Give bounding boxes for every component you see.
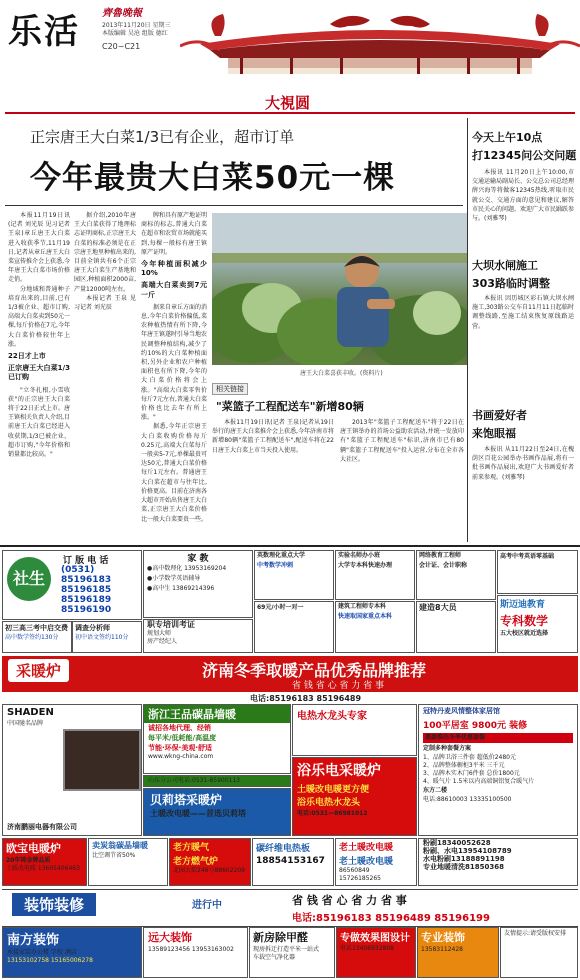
ad-zhuanmu <box>336 927 416 978</box>
ad-line: 定制多种套餐方案 <box>423 745 472 752</box>
ad-zhejiang-phone <box>143 775 291 787</box>
ad-line: 车载空气净化器 <box>253 954 296 961</box>
ad-title: 职专培训考证 <box>147 620 195 629</box>
ad-line: 86560849 15726185265 <box>339 867 381 882</box>
ad-line: 1、品牌卫浴三件套 超低价2480元 <box>423 754 516 761</box>
ad-jiajiao <box>143 550 253 618</box>
chinese-roof-illustration <box>180 6 580 94</box>
ad-dingban <box>2 550 142 620</box>
news-headline-2: 大坝水闸施工 <box>472 259 538 272</box>
paragraph: 据悉,今年正宗唐王大白菜收购价格每斤0.25元,高端大白菜每斤一般卖5-7元,单棵最贵可达50元,普通大白菜价格每斤1元左右。普通唐王大白菜在超市与往年比,价格更高。目前在济南各大超市开始出售唐王大白菜,正宗唐王大白菜价格比一般大白菜要贵一些。 <box>141 423 207 523</box>
paragraph: 本报讯 因历城区彩石镇大坝水闸施工,303路公交车自11月11日起临时调整线路,至施工结束恢复原线路运营。 <box>472 295 574 330</box>
banner-label: 采暖炉 <box>8 659 69 682</box>
ad-line: 济南鹏丽电器有限公司 <box>7 823 77 831</box>
banner-label: 装饰装修 <box>12 893 96 916</box>
ad-line: 节能·环保·美观·舒适 <box>148 744 212 752</box>
dingban-logo: 社生 <box>7 557 51 601</box>
article-headline: 今年最贵大白菜50元一棵 <box>30 160 396 196</box>
ad-line: 18854153167 <box>256 856 325 866</box>
ad-title: 浴乐电采暖炉 <box>297 763 381 779</box>
banner-phone: 电话:85196183 85196489 85196199 <box>292 913 490 924</box>
ad-beili <box>143 788 291 836</box>
ad-line: 水电粉刷13188891198 <box>423 855 505 863</box>
ad-line: 电话:0531—86981012 <box>297 810 368 817</box>
ad-title: 调查分析师 <box>75 624 110 632</box>
ad-line: 电话13406932808 <box>340 945 394 952</box>
news-headline-3b: 来饱眼福 <box>472 427 516 440</box>
subheading: 22日才上市 <box>8 352 46 361</box>
ad-guanrun <box>418 704 578 836</box>
ad-line: 浴乐电热水龙头 <box>297 798 361 808</box>
ad-title: 初中语文签约110分 <box>75 634 129 641</box>
ad-silian <box>497 595 578 653</box>
ad-gaokao <box>497 550 578 594</box>
ad-title: 斯迈迪教育 <box>500 600 546 610</box>
ad-line: 土暖改电暖更方便 <box>297 785 370 795</box>
ad-title: 高考中考英语零基础 <box>500 553 555 560</box>
ad-title: 初三高三考中启交费 <box>5 624 68 632</box>
ad-title: 会计证、会计职称 <box>419 562 468 569</box>
ad-line: 北园大街246号88602209 <box>173 867 245 874</box>
ad-laofang <box>169 838 251 886</box>
column-brand: 大視圆 <box>265 94 311 112</box>
ad-nanfang <box>2 927 142 978</box>
news-body-2 <box>472 294 574 404</box>
ad-xinfang <box>249 927 335 978</box>
ad-title: 电热水龙头专家 <box>297 711 367 722</box>
article-column-1 <box>8 211 70 541</box>
news-body-1 <box>472 168 574 248</box>
ad-line: 4、暖气片 1.5米以内高端铜铝复合暖气片 <box>423 778 535 785</box>
paragraph: 本报讯 11月20日上午10:00,市交通运输局副局长、公交总公司总经理薛兴海等将做客12345热线,听取市民就公交、交通方面的意见和建议,解答市民关心的问题。欢迎广大市民踊跃参与。(刘雅琴) <box>472 169 574 223</box>
ad-title: 远大装饰 <box>148 931 192 944</box>
dingban-phones <box>61 575 111 615</box>
paragraph: 据介绍,2010年唐王大白菜获得了地理标志证明商标,正宗唐王大白菜的标准必须是在正宗唐王地里种植出来的,目前全镇共有6个正宗唐王大白菜生产基地和园区,种植面积2000亩,产量12000吨左右。 <box>74 212 136 293</box>
ad-title: 中考数学冲刺 <box>257 562 294 569</box>
ad-laozhu <box>335 838 417 886</box>
ad-wangluo <box>416 550 496 600</box>
ad-line: ●小学数学英语辅导 <box>147 575 201 582</box>
ad-line: 惠豪推出冬季优惠套餐 <box>423 733 573 743</box>
cabbage-farmer-photo <box>212 213 467 365</box>
ad-title: 老土暖改电暖 <box>339 843 394 853</box>
paper-logo: 齊魯晚報 <box>102 8 142 19</box>
ad-line: 粉刷、水电13954108789 <box>423 847 512 855</box>
ad-fenshui <box>418 838 578 886</box>
ad-title: 专做效果图设计 <box>340 933 410 944</box>
ad-yingyu <box>254 550 334 600</box>
paragraph: 牌和具有原产地证明商标的标志,普通大白菜在超市和农贸市场就能买到,每棵一般标有唐王镇原产证明。 <box>141 212 207 256</box>
ad-line: 承接家装办公楼 学校 酒店 <box>7 949 77 956</box>
paragraph: "立冬扎根,小雪收获"的正宗唐王大白菜将于22日正式上市。唐王镇相关负责人介绍,目前唐王大白菜已经进入收获期,1/3已被企业、超市订购,"今年价格和销量都比较高。" <box>8 386 70 459</box>
ad-chu3 <box>2 621 72 653</box>
related-column-2 <box>340 418 464 540</box>
ad-shiyan <box>335 550 415 600</box>
ad-title: 建筑工程师专本科 <box>338 603 387 610</box>
page-code: C20~C21 <box>102 42 141 51</box>
ad-zhuanye <box>417 927 499 978</box>
ad-yuanda <box>143 927 248 978</box>
ad-title: 快速取国家重点本科 <box>338 613 393 620</box>
ad-zhiye <box>143 619 253 653</box>
article-subheadline: 正宗唐王大白菜1/3已有企业，超市订单 <box>30 128 295 146</box>
ad-line: 五大校区就近选择 <box>500 630 549 637</box>
banner-phone: 电话:85196183 85196489 <box>250 694 362 703</box>
paragraph: 分地域和普通种子培育出来的,目前,已有1/3被企业、超市订购,高端大白菜卖到50元一棵,每斤价格在7元,今年大白菜价格较往年上涨。 <box>8 285 70 348</box>
ad-line: 电话:88610003 13335100500 <box>423 796 512 803</box>
ad-line: 中国驰名品牌 <box>7 720 44 727</box>
phone: 85196190 <box>61 605 112 615</box>
heater-image <box>63 729 141 791</box>
ad-yidui <box>254 601 334 653</box>
dingban-title: 订 版 电 话 <box>63 556 109 566</box>
phone: 85196185 <box>61 585 112 595</box>
ad-ouhua <box>2 838 87 886</box>
news-headline-1: 今天上午10点 <box>472 131 543 144</box>
article-column-2 <box>74 211 136 541</box>
phone: 85196183 <box>61 575 112 585</box>
photo-caption: 唐王大白菜喜获丰收。(资料片) <box>300 370 383 377</box>
paragraph: 2013年"菜篮子工程配送车"将于22日在唐王镇举办的首场公益助农活动,并统一发放印有"菜篮子工程配送车"标识,济南市已有80辆"菜篮子工程配送车"投入运营,分布在全市各大社区。 <box>340 419 464 463</box>
ad-title: 贝莉塔采暖炉 <box>150 793 223 807</box>
ad-title: SHADEN <box>7 707 54 718</box>
ad-line: 每平米/低耗能/高温度 <box>148 734 217 742</box>
ad-line: 规划大师 <box>147 630 172 637</box>
paragraph: 据来自章丘方面的消息,今年白菜价格偏低,菜农种植热情有所下降,今年唐王镇遂时引导当地农民调整种植结构,减少了约10%的大白菜种植面积,另外企业和农户种植面积也有所下降,今年的大白菜价格将会上涨。"高端大白菜零售价每斤7元左右,普通大白菜价格也比去年有所上涨。" <box>141 303 207 422</box>
decoration-banner <box>2 889 578 927</box>
ad-title: 69元/小时一对一 <box>257 604 304 611</box>
banner-tag: 进行中 <box>192 900 222 911</box>
ad-jianzhu <box>335 601 415 653</box>
ad-title: 网络教育工程师 <box>419 552 462 559</box>
ad-title: 建造8大员 <box>419 603 457 612</box>
ad-maifa <box>88 838 168 886</box>
ad-line: 13589123456 13953163002 <box>148 946 234 953</box>
ad-title: 英数理化重点大学 <box>257 552 306 559</box>
ad-line: 2、品牌整体橱柜3平米 三千元 <box>423 762 505 769</box>
ad-title: 实验名师办小班 <box>338 552 381 559</box>
ad-line: 山东分公司电话:0531-85900113 <box>148 777 240 784</box>
ad-line: 13153102758 15165006278 <box>7 957 93 964</box>
headline-rule <box>5 205 463 206</box>
editor-line: 本版编辑 吴沧 组版 德红 <box>102 30 168 37</box>
ad-line: www.wkng-china.com <box>148 753 214 760</box>
byline: 本报记者 王泉 见习记者 刘光辰 <box>74 294 136 312</box>
paragraph: 本报11月19日讯(记者 刘光辰 见习记者 王泉)章丘唐王大白菜进入收获季节,11月19日,记者从章丘唐王大白菜宣传推介会上获悉,今年唐王大白菜市场价格走俏。 <box>8 212 70 284</box>
banner-slogan: 济南冬季取暖产品优秀品牌推荐 <box>202 661 427 680</box>
news-body-3 <box>472 445 574 540</box>
ad-title: 大学专本科快速办理 <box>338 562 393 569</box>
article-column-3 <box>141 211 207 541</box>
ad-line: 诚招各地代理、经销 <box>148 724 211 732</box>
heating-banner <box>2 656 578 692</box>
ad-title: 家 教 <box>187 554 209 564</box>
related-link-tag: 相关链接 <box>212 383 248 395</box>
subheading: 高端大白菜卖到7元一斤 <box>141 281 207 299</box>
ad-title: 卖炭翁碳晶墙暖 <box>92 841 148 850</box>
ad-notice <box>500 927 578 978</box>
ad-line: 13583112428 <box>421 946 463 953</box>
column-divider <box>467 118 468 542</box>
ad-title: 老方暖气 <box>173 843 210 853</box>
ad-title: 浙江王品碳晶墙暖 <box>144 705 290 723</box>
ad-line: ●高中生 13869214396 <box>147 585 215 592</box>
ad-jianzao <box>416 601 496 653</box>
news-headline-3: 书画爱好者 <box>472 409 527 422</box>
paragraph: 本报讯 从11月22日至24日,在槐荫区百花公园举办书画作品展,将有一批书画作品展出,欢迎广大书画爱好者前来参观。(刘雅琴) <box>472 446 574 481</box>
ad-title: 碳纤维电热板 <box>256 844 311 854</box>
ad-line: 20年铸金牌品质 <box>6 857 51 864</box>
ad-title: 冠特丹麦风情整体家居馆 <box>423 707 500 715</box>
ad-line: 专业地暖清洗81850368 <box>423 863 504 871</box>
ad-tanxian <box>252 838 334 886</box>
news-headline-2b: 303路临时调整 <box>472 277 550 290</box>
ad-dianre <box>292 704 417 756</box>
ad-title: 新房除甲醛 <box>253 931 308 944</box>
ad-title: 老土暖改电暖 <box>339 857 394 867</box>
header-divider <box>5 112 575 114</box>
section-title: 乐活 <box>8 12 80 52</box>
ad-line: 友情提示:请受版权安排 <box>504 930 567 937</box>
ad-zhejiang <box>143 704 291 774</box>
related-column-1 <box>212 418 334 540</box>
ad-title: 老方燃气炉 <box>173 857 219 867</box>
subheading: 今年种植面积减少10% <box>141 260 207 278</box>
ad-title: 专科数学 <box>500 614 549 628</box>
ad-line: 3、品牌木实木门6件套 总价1800元 <box>423 770 520 777</box>
ad-yushi <box>292 757 417 836</box>
ad-title: 南方装饰 <box>7 933 60 948</box>
ad-section-divider <box>0 545 580 547</box>
news-headline-1b: 打12345问公交问题 <box>472 149 577 162</box>
paragraph: 本报11月19日讯(记者 王泉)记者从19日举行的唐王大白菜推介会上获悉,今年济南市将新增80辆"菜篮子工程配送车",配送车将在22日唐王大白菜上市当天投入使用。 <box>212 419 334 454</box>
ad-title: 高中数学签约130分 <box>5 634 59 641</box>
subheading: 正宗唐王大白菜1/3已订购 <box>8 364 70 382</box>
ad-line: 东方二楼 <box>423 787 448 794</box>
ad-line: 房产经纪人 <box>147 638 178 645</box>
ad-title: 欧宝电暖炉 <box>6 842 61 855</box>
ad-shaden <box>2 704 142 836</box>
date-line: 2013年11月20日 星期三 <box>102 22 171 29</box>
dingban-area-code: (0531) <box>61 565 95 575</box>
ad-line: 现房拆迁打造平米一站式 <box>253 946 320 953</box>
phone: 85196189 <box>61 595 112 605</box>
ad-title: 专业装饰 <box>421 931 465 944</box>
ad-line: ●高中数理化 13953169204 <box>147 565 227 572</box>
banner-line: 省 钱 省 心 省 力 省 事 <box>292 681 385 691</box>
ad-line: 土暖改电暖 13605406463 <box>6 865 80 872</box>
ad-tiaocha <box>72 621 142 653</box>
banner-line: 省 钱 省 心 省 力 省 事 <box>292 894 407 907</box>
related-headline: "菜篮子工程配送车"新增80辆 <box>216 400 364 413</box>
ad-line: 粉刷18340052628 <box>423 839 491 847</box>
ad-line: 土暖改电暖——首选贝莉塔 <box>150 809 246 818</box>
ad-line: 100平居室 9800元 装修 <box>423 721 528 731</box>
ad-line: 比空调节省50% <box>92 852 136 859</box>
